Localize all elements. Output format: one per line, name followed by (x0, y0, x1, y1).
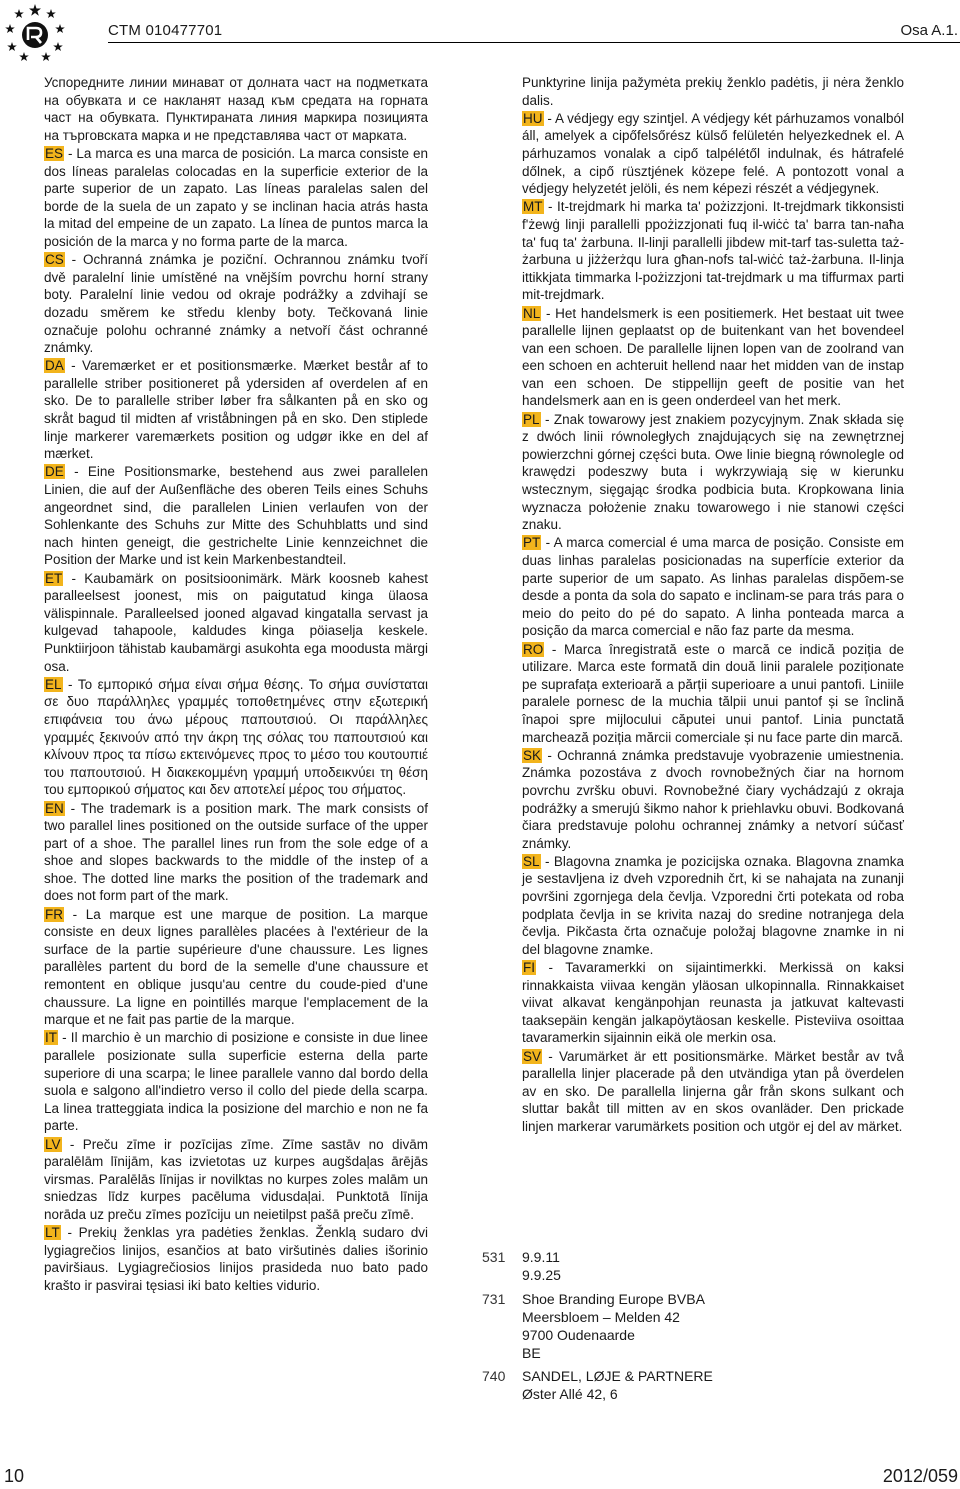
paragraph-de: DE - Eine Positionsmarke, bestehend aus zwei parallelen Linien, die auf der Außenfläche des oberen Teils eines Schuhs angeordnet sind, die parallelen Linien verlaufen von der Sohlenkante des Schuhs zur Mitte des Schuhblatts und sind nach hinten geneigt, die gestrichelte Linie kennzeichnet die Position der Marke und ist kein Markenbestandteil. (44, 464, 428, 568)
paragraph-lt: LT - Prekių ženklas yra padėties ženklas. Ženklą sudaro dvi lygiagrečios linijos, esančios at bato viršutinės dalies išorinio paviršiaus. Lygiagrečiosios linijos prasideda nuo bato pado krašto ir pasvirai tęsiasi iki bato kelties vidurio. (44, 1225, 428, 1293)
field-code: 731 (482, 1291, 506, 1307)
paragraph-lv: LV - Preču zīme ir pozīcijas zīme. Zīme sastāv no divām paralēlām līnijām, kas izvietotas uz kurpes augšdaļas ārējās virsmas. Paralēlās līnijas ir novilktas no kurpes zoles malām un sniedzas līdz kurpes pacēluma vidusdaļai. Punktotā līnija norāda uz preču zīmes pozīciju un neietilpst pašā preču zīmē. (44, 1136, 428, 1222)
paragraph-sl: SL - Blagovna znamka je pozicijska oznaka. Blagovna znamka je sestavljena iz dveh vzporednih črt, ki se nahajata na zunanji površini zgornjega dela čevlja. Vzporedni črti potekata od roba podplata čevlja in se krivita nazaj do sredine notranjega dela čevlja. Pikčasta črta označuje položaj blagovne znamke in ni del blagovne znamke. (522, 853, 904, 957)
paragraph-fr: FR - La marque est une marque de position. La marque consiste en deux lignes parallèles placées à l'extérieur de la surface de la partie supérieure d'une chaussure. Les lignes parallèles partent du bord de la semelle d'une chaussure et remontent en oblique jusqu'au centre du coude-pied d'une chaussure. La ligne en pointillés marque l'emplacement de la marque et ne fait pas partie de la marque. (44, 906, 428, 1028)
header-divider (108, 42, 960, 43)
language-tag-nl: NL (523, 305, 541, 321)
paragraph-es: ES - La marca es una marca de posición. La marca consiste en dos líneas paralelas colocadas en la superficie exterior de la parte superior de un zapato. Las líneas paralelas salen del borde de la suela de un zapato y se inclinan hacia atrás hasta la mitad del empeine de un zapato. La línea de puntos marca la posición de la marca y no forma parte de la marca. (44, 145, 428, 249)
field-code: 740 (482, 1368, 506, 1384)
paragraph-sk: SK - Ochranná známka predstavuje vyobrazenie umiestnenia. Známka pozostáva z dvoch rovnobežných čiar na hornom povrchu zvršku obuvi. Rovnobežné čiary vychádzajú z okraja podrážky a smerujú šikmo nahor k priehlavku obuvi. Bodkovaná čiara predstavuje polohu ochrannej známky a netvorí súčasť známky. (522, 747, 904, 851)
language-tag-es: ES (45, 145, 64, 161)
paragraph-da: DA - Varemærket er et positionsmærke. Mærket består af to parallelle striber positioneret på ydersiden af overdelen af en sko. De to parallelle striber løber fra sålkanten på en sko og skråt bagud til midten af vriståbningen på en sko. Den stiplede linje markerer varemærkets position og udgør ikke en del af mærket. (44, 358, 428, 462)
paragraph-bg: Успоредните линии минават от долната част на подметката на обувката и се накланят назад към средата на горната част на обувката. Пунктираната линия маркира позицията на търговската марка и не представлява част от марката. (44, 75, 428, 143)
language-tag-sl: SL (523, 853, 540, 869)
language-tag-el: EL (45, 676, 62, 692)
language-tag-fr: FR (45, 906, 63, 922)
paragraph-mt: MT - It-trejdmark hi marka ta' pożizzjoni. It-trejdmark tikkonsisti f'żewġ linji parallelli ppożizzjonati fuq il-wiċċ ta' barra tan-naħa ta' fuq ta' żarbuna. Il-linji parallelli jibdew mit-tarf tas-suletta taż-żarbuna u jiżżerżqu lura għan-nofs tal-wiċċ taż-żarbuna. Il-linja ittikkjata timmarka l-pożizzjoni tat-trejdmark u ma tiffurmax parti mit-trejdmark. (522, 199, 904, 303)
paragraph-it: IT - Il marchio è un marchio di posizione e consiste in due linee parallele posizionate sulla superficie esterna della parte superiore di una scarpa; le linee parallele vanno dal bordo della suola e salgono all'indietro verso il collo del piede della scarpa. La linea tratteggiata indica la posizione del marchio e non ne fa parte. (44, 1030, 428, 1134)
page-number: 10 (4, 1466, 25, 1486)
paragraph-et: ET - Kaubamärk on positsioonimärk. Märk koosneb kahest paralleelsest joonest, mis on paigutatud kinga ülaosa välispinnale. Paralleelsed jooned algavad kingatalla servast ja kulgevad tahapoole, kaldudes kinga pöiaselja keskele. Punktiirjoon tähistab kaubamärgi asukohta ega moodusta märgi osa. (44, 570, 428, 674)
paragraph-el: EL - Το εμπορικό σήμα είναι σήμα θέσης. Το σήμα συνίσταται σε δυο παράλληλες γραμμές τοποθετημένες στην εξωτερική επιφάνεια του άνω μέρους παπουτσιού. Οι παράλληλες γραμμές ξεκινούν από την άκρη της σόλας του παπουτσιού και κλίνουν προς τα πίσω εκτεινόμενες προς το μέσο του κουτουπιέ του παπουτσιού. Η διακεκομμένη γραμμή υποδεικνύει τη θέση του εμπορικού σήματος και δεν αποτελεί μέρος του σήματος. (44, 676, 428, 798)
paragraph-nl: NL - Het handelsmerk is een positiemerk. Het bestaat uit twee parallelle lijnen geplaatst op de buitenkant van het bovendeel van een schoen. De parallelle lijnen lopen van de zoolrand van een schoen en achteruit hellend naar het midden van de instap van een schoen. De stippellijn geeft de positie van het handelsmerk aan en is geen onderdeel van het merk. (522, 305, 904, 409)
paragraph-fi: FI - Tavaramerkki on sijaintimerkki. Merkissä on kaksi rinnakkaista viivaa kengän yläosan ulkopinnalla. Rinnakkaiset viivat alkavat kengänpohjan reunasta ja jatkuvat kaltevasti taaksepäin kengän jalkapöytäosan keskelle. Pisteviiva osoittaa tavaramerkin sijainnin eikä ole merkin osa. (522, 960, 904, 1046)
language-tag-da: DA (45, 358, 64, 374)
field-value: Shoe Branding Europe BVBA Meersbloem – Melden 42 9700 Oudenaarde BE (522, 1291, 705, 1361)
bulletin-issue: 2012/059 (882, 1466, 958, 1486)
paragraph-sv: SV - Varumärket är ett positionsmärke. Märket består av två parallella linjer placerade på den utvändiga ytan på överdelen av en sko. De parallella linjerna går från skons sulkant och sluttar bakåt till mitten av en skos ovanläder. Den prickade linjen markerar varumärkets position och utgör ej del av märket. (522, 1048, 904, 1134)
paragraph-pt: PT - A marca comercial é uma marca de posição. Consiste em duas linhas paralelas posicionadas na superfície exterior da parte superior de um sapato. As linhas paralelas dispõem-se desde a ponta da sola do sapato e inclinam-se para trás para o meio do peito do pé do sapato. A linha ponteada marca a posição da marca comercial e não faz parte da mesma. (522, 535, 904, 639)
header-publication-code: CTM 010477701 (108, 22, 223, 39)
paragraph-pl: PL - Znak towarowy jest znakiem pozycyjnym. Znak składa się z dwóch linii równoległych znajdujących się na zewnętrznej powierzchni górnej części buta. Owe linie biegną równolegle od krawędzi podeszwy buta i wykrzywiają się w kierunku wstecznym, sięgając środka podbicia buta. Kropkowana linia wyznacza położenie znaku towarowego i nie stanowi części znaku. (522, 411, 904, 533)
euipo-logo-icon (4, 2, 66, 64)
language-tag-lt: LT (45, 1225, 60, 1241)
paragraph-lt-cont: Punktyrine linija pažymėta prekių ženklo padėtis, ji nėra ženklo dalis. (522, 75, 904, 108)
paragraph-en: EN - The trademark is a position mark. The mark consists of two parallel lines positioned on the outside surface of the upper part of a shoe. The parallel lines run from the sole edge of a shoe and slopes backwards to the middle of the instep of a shoe. The dotted line marks the position of the trademark and does not form part of the mark. (44, 800, 428, 904)
language-tag-cs: CS (45, 252, 64, 268)
language-tag-ro: RO (523, 641, 544, 657)
paragraph-cs: CS - Ochranná známka je poziční. Ochrannou známku tvoří dvě paralelní linie umístěné na vnějším povrchu horní strany boty. Paralelní linie vedou od okraje podrážky a zdvihají se dozadu směrem ke středu klenby boty. Tečkovaná linie označuje polohu ochranné známky a netvoří část ochranné známky. (44, 252, 428, 356)
language-tag-sv: SV (523, 1048, 542, 1064)
field-value: SANDEL, LØJE & PARTNERE Øster Allé 42, 6 (522, 1368, 713, 1402)
right-column (522, 74, 904, 1136)
language-tag-et: ET (45, 570, 63, 586)
language-tag-mt: MT (523, 199, 543, 215)
field-code: 531 (482, 1249, 506, 1265)
language-tag-lv: LV (45, 1136, 61, 1152)
field-value: 9.9.11 9.9.25 (522, 1249, 561, 1283)
language-tag-en: EN (45, 800, 64, 816)
left-column (44, 74, 428, 1295)
language-tag-sk: SK (523, 747, 542, 763)
language-tag-hu: HU (523, 110, 543, 126)
paragraph-ro: RO - Marca înregistrată este o marcă ce indică poziția de utilizare. Marca este formată din două linii paralele poziționate pe suprafața exterioară a părții superioare a unui pantofi. Liniile paralele pornesc de la muchia tălpii unui pantof și se înclină înapoi spre mijlocului căputei unui pantof. Linia punctată marchează poziția mărcii comerciale și nu face parte din marcă. (522, 641, 904, 745)
paragraph-hu: HU - A védjegy egy szintjel. A védjegy két párhuzamos vonalból áll, amelyek a cipőfelsőrész külső felületén helyezkednek el. A párhuzamos vonalak a cipő talpélétől indulnak, és hátrafelé dőlnek, a cipő rüsztjének közepe felé. A pontozott vonal a védjegy helyzetét jelöli, és nem képezi részét a védjegynek. (522, 110, 904, 197)
language-tag-de: DE (45, 464, 64, 480)
language-tag-pl: PL (523, 411, 540, 427)
language-tag-it: IT (45, 1030, 57, 1046)
header-section: Osa A.1. (900, 22, 958, 39)
language-tag-fi: FI (523, 960, 535, 976)
language-tag-pt: PT (523, 535, 541, 551)
